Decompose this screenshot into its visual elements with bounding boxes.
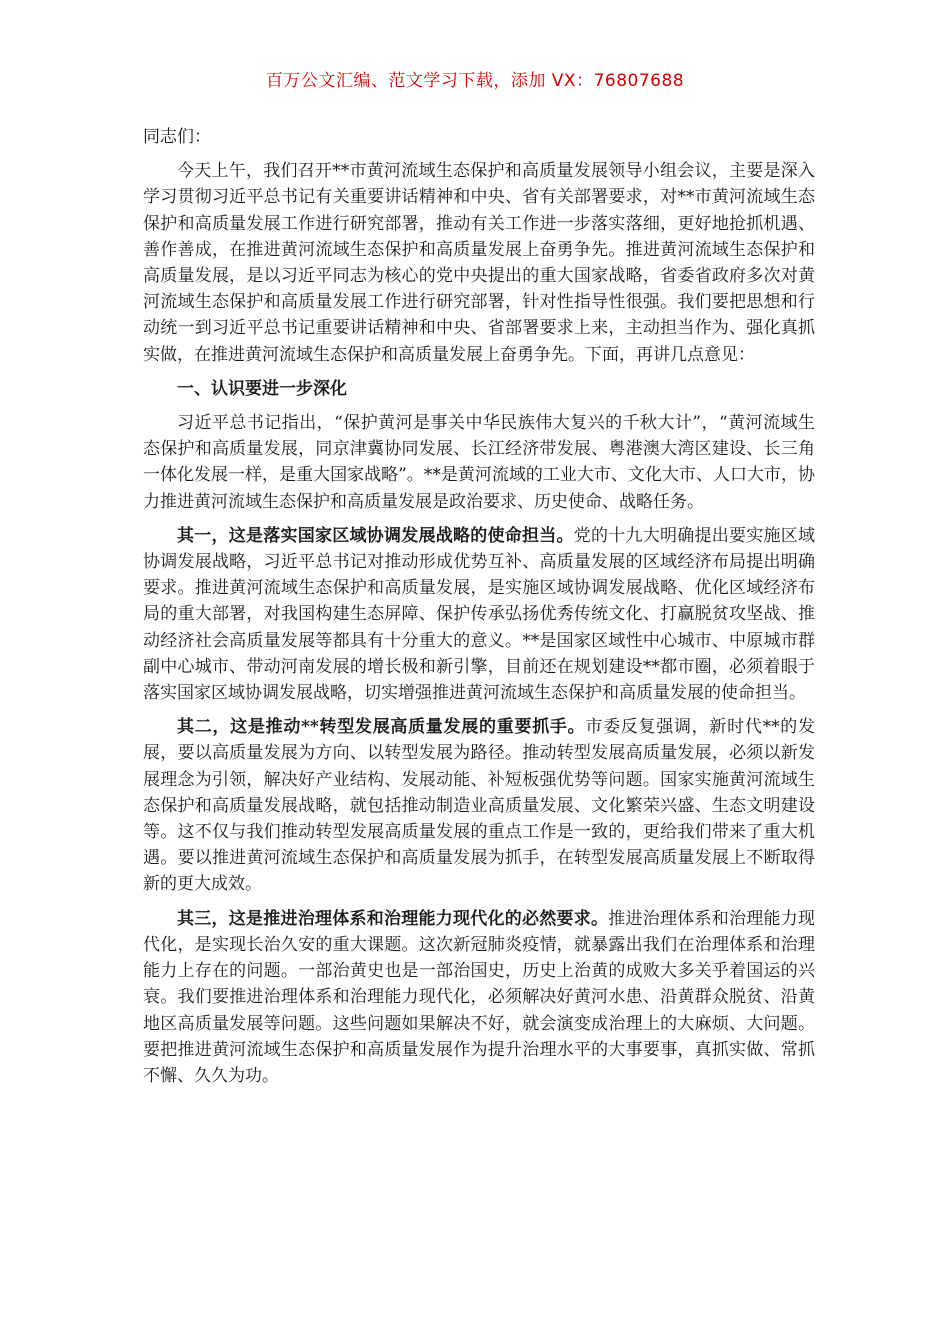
point-2-paragraph [143, 714, 815, 897]
section-1-heading: 一、认识要进一步深化 [177, 378, 347, 399]
document-body [143, 124, 815, 1097]
point-3-lead: 其三，这是推进治理体系和治理能力现代化的必然要求。 [177, 908, 609, 929]
header-banner: 百万公文汇编、范文学习下载，添加 VX：76807688 [265, 71, 685, 91]
salutation: 同志们： [143, 127, 211, 147]
section-1-paragraph: 习近平总书记指出，“保护黄河是事关中华民族伟大复兴的千秋大计”，“黄河流域生态保护和高质量发展，同京津冀协同发展、长江经济带发展、粤港澳大湾区建设、长三角一体化发展一样，是重大国家战略”。**是黄河流域的工业大市、文化大市、人口大市，协力推进黄河流域生态保护和高质量发展是政治要求、历史使命、战略任务。 [143, 413, 815, 512]
point-1-paragraph [143, 523, 815, 706]
point-3-body: 推进治理体系和治理能力现代化，是实现长治久安的重大课题。这次新冠肺炎疫情，就暴露出我们在治理体系和治理能力上存在的问题。一部治黄史也是一部治国史，历史上治黄的成败大多关乎着国运的兴衰。我们要推进治理体系和治理能力现代化，必须解决好黄河水患、沿黄群众脱贫、沿黄地区高质量发展等问题。这些问题如果解决不好，就会演变成治理上的大麻烦、大问题。要把推进黄河流域生态保护和高质量发展作为提升治理水平的大事要事，真抓实做、常抓不懈、久久为功。 [143, 908, 815, 1086]
point-1-lead: 其一，这是落实国家区域协调发展战略的使命担当。 [177, 525, 574, 546]
point-1-body: 党的十九大明确提出要实施区域协调发展战略，习近平总书记对推动形成优势互补、高质量发展的区域经济布局提出明确要求。推进黄河流域生态保护和高质量发展，是实施区域协调发展战略、优化区域经济布局的重大部署，对我国构建生态屏障、保护传承弘扬优秀传统文化、打赢脱贫攻坚战、推动经济社会高质量发展等都具有十分重大的意义。**是国家区域性中心城市、中原城市群副中心城市、带动河南发展的增长极和新引擎，目前还在规划建设**都市圈，必须着眼于落实国家区域协调发展战略，切实增强推进黄河流域生态保护和高质量发展的使命担当。 [143, 525, 815, 704]
intro-paragraph: 今天上午，我们召开**市黄河流域生态保护和高质量发展领导小组会议，主要是深入学习贯彻习近平总书记有关重要讲话精神和中央、省有关部署要求，对**市黄河流域生态保护和高质量发展工作进行研究部署，推动有关工作进一步落实落细，更好地抢抓机遇、善作善成，在推进黄河流域生态保护和高质量发展上奋勇争先。推进黄河流域生态保护和高质量发展，是以习近平同志为核心的党中央提出的重大国家战略，省委省政府多次对黄河流域生态保护和高质量发展工作进行研究部署，针对性指导性很强。我们要把思想和行动统一到习近平总书记重要讲话精神和中央、省部署要求上来，主动担当作为、强化真抓实做，在推进黄河流域生态保护和高质量发展上奋勇争先。下面，再讲几点意见： [143, 161, 815, 365]
point-3-paragraph [143, 906, 815, 1089]
point-2-body: 市委反复强调，新时代**的发展，要以高质量发展为方向、以转型发展为路径。推动转型发展高质量发展，必须以新发展理念为引领，解决好产业结构、发展动能、补短板强优势等问题。国家实施黄河流域生态保护和高质量发展战略，就包括推动制造业高质量发展、文化繁荣兴盛、生态文明建设等。这不仅与我们推动转型发展高质量发展的重点工作是一致的，更给我们带来了重大机遇。要以推进黄河流域生态保护和高质量发展为抓手，在转型发展高质量发展上不断取得新的更大成效。 [143, 717, 816, 895]
point-2-lead: 其二，这是推动**转型发展高质量发展的重要抓手。 [177, 717, 586, 738]
